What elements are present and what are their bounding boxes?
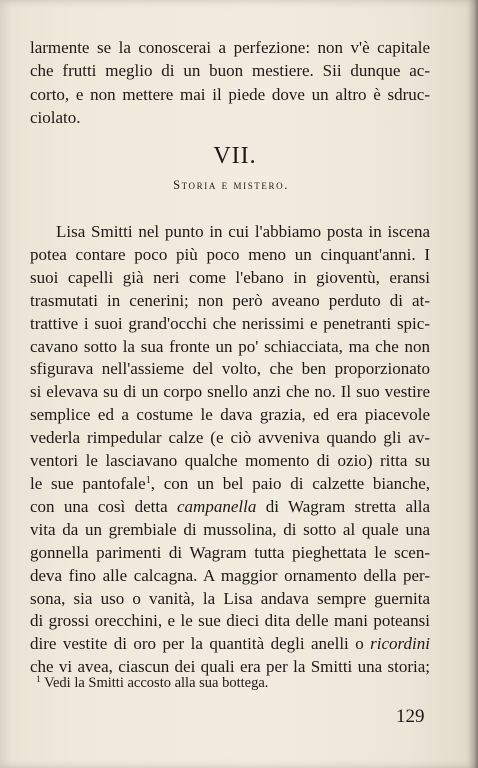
text-line: di grossi orecchini, e le sue dieci dita delle mani poteansi (30, 611, 430, 631)
chapter-number: VII. (213, 143, 257, 169)
text-line: gonnella parimenti di Wagram tutta pieghettata le scen- (30, 542, 430, 562)
text-line: Lisa Smitti nel punto in cui l'abbiamo posta in iscena (56, 222, 430, 241)
text-line: trasmutati in cenerini; non però aveano perduto di at- (30, 290, 430, 310)
italic-term: ricordini (370, 634, 430, 654)
text-line: ciolato. (30, 107, 81, 127)
text-line (30, 633, 430, 656)
text-line: ventori le lasciavano qualche momento di ozio) ritta su (30, 451, 430, 471)
text-line: deva fino alle calcagna. A maggior ornamento della per- (30, 565, 430, 585)
footnote-marker: 1 (36, 675, 41, 685)
text-line: che vi avea, ciascun dei quali era per la Smitti una storia; (30, 657, 430, 677)
text-line: semplice ed a costume le dava grazia, ed era piacevole (30, 405, 430, 425)
text-line: si elevava su di un corpo snello anzi che no. Il suo vestire (30, 382, 430, 402)
page-number: 129 (396, 706, 425, 727)
footnote-text: Vedi la Smitti accosto alla sua bottega. (40, 675, 269, 691)
text-segment: , con un bel paio di calzette bianche, (150, 473, 430, 493)
text-segment: le sue pantofale (30, 473, 146, 493)
footnote (36, 674, 416, 692)
text-line: sfigurava nell'assieme del volto, che ben proporzionato (30, 359, 430, 379)
previous-chapter-ending (30, 36, 430, 129)
text-line: larmente se la conoscerai a perfezione: non v'è capitale (30, 38, 430, 57)
chapter-title: Storia e mistero. (173, 178, 289, 192)
text-line: vederla rimpedular calze (e ciò avveniva quando gli av- (30, 428, 430, 448)
text-line (30, 473, 430, 496)
text-line: suoi capelli già neri come l'ebano in gioventù, eransi (30, 267, 430, 287)
text-line: potea contare poco più poco meno un cinquant'anni. I (30, 244, 430, 264)
page-edge-shadow (468, 0, 478, 768)
text-line: trattive i suoi grand'occhi che nerissimi e penetranti spic- (30, 313, 430, 333)
text-segment: di Wagram stretta alla (256, 496, 430, 516)
text-segment: con una così detta (30, 496, 178, 516)
text-line: cavano sotto la sua fronte un po' schiacciata, ma che non (30, 336, 430, 356)
text-line: corto, e non mettere mai il piede dove un altro è sdruc- (30, 84, 430, 104)
text-line: che frutti meglio di un buon mestiere. Sii dunque ac- (30, 61, 430, 81)
footnote-reference: 1 (145, 474, 151, 486)
text-line: sona, sia uso o vanità, la Lisa andava sempre guernita (30, 588, 430, 608)
text-line (30, 496, 430, 519)
text-line: vita da un grembiale di mussolina, di sotto al quale una (30, 519, 430, 539)
italic-term: campanella (177, 496, 257, 516)
chapter-body (30, 221, 430, 679)
text-segment: dire vestite di oro per la quantità degli anelli o (30, 634, 371, 654)
